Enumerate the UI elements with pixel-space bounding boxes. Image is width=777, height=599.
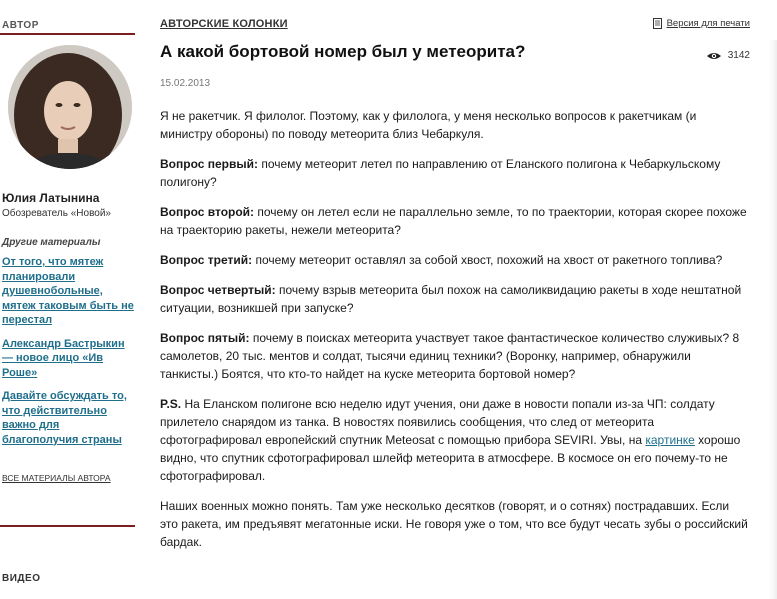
print-version-label: Версия для печати — [666, 18, 750, 29]
print-version-link[interactable] — [653, 18, 750, 29]
postscript-label: P.S. — [160, 397, 182, 411]
question-text: почему в поисках метеорита участвует такое фантастическое количество служивых? 8 самолетов, 20 тыс. ментов и солдат, тысячи единиц техники? (Воронку, например, обнаружили танкисты.) Боятся, что кто-то найдет на куске метеорита бортовой номер? — [160, 331, 740, 381]
closing-paragraph: Наших военных можно понять. Там уже несколько десятков (говорят, и о сотнях) пострадавших. Если это ракета, им предъявят мегатонные иски. Не говоря уже о том, что все будут чесать зубы о российский бардак. — [160, 499, 748, 549]
question-paragraph — [160, 155, 750, 191]
other-material-link[interactable]: Александр Бастрыкин — новое лицо «Ив Роше» — [2, 337, 125, 379]
other-material-link[interactable]: Давайте обсуждать то, что действительно важно для благополучия страны — [2, 390, 127, 446]
question-text: почему он летел если не параллельно земле, то по траектории, которая скорее похоже на траекторию ракеты, нежели метеорита? — [160, 205, 747, 237]
author-avatar[interactable] — [8, 45, 132, 169]
author-photo — [8, 45, 132, 169]
list-item — [2, 255, 136, 328]
article-body — [160, 107, 750, 563]
author-name[interactable]: Юлия Латынина — [2, 191, 100, 205]
question-paragraph — [160, 251, 750, 269]
print-page-icon — [653, 18, 662, 29]
article-date: 15.02.2013 — [160, 78, 211, 89]
sidebar-divider — [0, 525, 135, 527]
question-text: почему метеорит летел по направлению от Еланского полигона к Чебаркульскому полигону? — [160, 157, 721, 189]
other-materials-list — [2, 255, 136, 456]
question-paragraph — [160, 203, 750, 239]
author-heading: АВТОР — [2, 20, 39, 31]
list-item — [2, 389, 136, 447]
other-material-link[interactable]: От того, что мятеж планировали душевнобольные, мятеж таковым быть не перестал — [2, 256, 134, 326]
article-intro: Я не ракетчик. Я филолог. Поэтому, как у филолога, у меня несколько вопросов к ракетчикам (и министру обороны) по поводу метеорита близ Чебаркуля. — [160, 109, 697, 141]
other-materials-label: Другие материалы — [2, 237, 101, 248]
author-sidebar — [0, 0, 137, 599]
article-title: А какой бортовой номер был у метеорита? — [160, 42, 526, 61]
video-heading: ВИДЕО — [2, 573, 41, 584]
question-text: почему метеорит оставлял за собой хвост, похожий на хвост от ракетного топлива? — [252, 253, 723, 267]
question-paragraph — [160, 281, 750, 317]
question-label: Вопрос третий: — [160, 253, 253, 267]
postscript-paragraph — [160, 395, 750, 485]
eye-icon — [706, 51, 722, 61]
question-label: Вопрос четвертый: — [160, 283, 276, 297]
all-author-materials-link[interactable]: ВСЕ МАТЕРИАЛЫ АВТОРА — [2, 473, 111, 483]
list-item — [2, 337, 136, 381]
picture-link[interactable]: картинке — [645, 433, 695, 447]
postscript-text: хорошо видно, что спутник сфотографировал шлейф метеорита в атмосфере. В космосе он его почему-то не сфотографировал. — [160, 433, 741, 483]
author-role: Обозреватель «Новой» — [2, 208, 111, 219]
page-edge-shadow — [769, 40, 777, 599]
article-main — [160, 0, 755, 599]
postscript-text: На Еланском полигоне всю неделю идут учения, они даже в новости попали из-за ЧП: солдату прилетело снарядом из танка. В новостях появились сообщения, что след от метеорита сфотографировал европейский спутник Meteosat с помощью прибора SEVIRI. Увы, на — [160, 397, 715, 447]
question-paragraph — [160, 329, 750, 383]
sidebar-divider — [0, 33, 135, 35]
question-label: Вопрос первый: — [160, 157, 259, 171]
section-link[interactable]: АВТОРСКИЕ КОЛОНКИ — [160, 18, 288, 30]
view-count: 3142 — [727, 50, 750, 61]
view-counter — [706, 50, 750, 61]
question-label: Вопрос пятый: — [160, 331, 250, 345]
question-text: почему взрыв метеорита был похож на самоликвидацию ракеты в ходе нештатной ситуации, возникшей при запуске? — [160, 283, 742, 315]
question-label: Вопрос второй: — [160, 205, 255, 219]
